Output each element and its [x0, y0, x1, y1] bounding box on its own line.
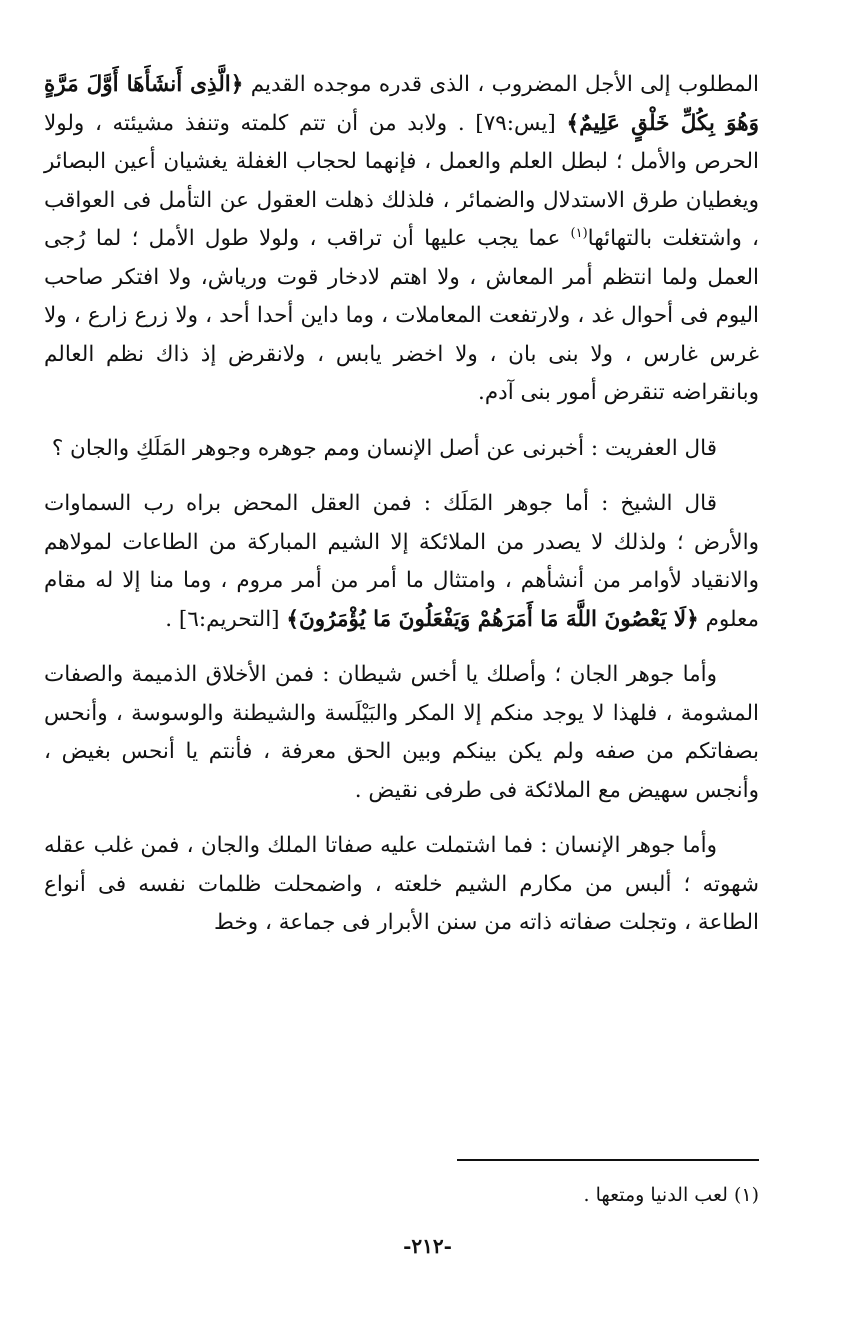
- text-segment: قال الشيخ : أما جوهر المَلَك : فمن العقل المحض براه رب السماوات والأرض ؛ ولذلك لا يصدر من الملائكة إلا الشيم المباركة من الطاعات لمولاهم والانقياد لأوامر من أنشأهم ، وامتثال ما أمر من أمر مروم ، وما منا إلا له مقام معلوم: [44, 491, 759, 632]
- text-segment: [يس:٧٩] . ولابد من أن تتم كلمته وتنفذ مشيئته ، ولولا الحرص والأمل ؛ لبطل العلم والعمل ، فإنهما لحجاب الغفلة يغشيان أعين البصائر ويغطيان طرق الاستدلال والضمائر ، فلذلك ذهلت العقول عن التأمل فى العواقب ، واشتغلت بالتهائها: [44, 110, 759, 251]
- text-segment: قال العفريت : أخبرنى عن أصل الإنسان ومم جوهره وجوهر المَلَكِ والجان ؟: [51, 435, 717, 461]
- paragraph: [44, 66, 759, 413]
- quran-quote: ﴿لَا يَعْصُونَ اللَّهَ مَا أَمَرَهُمْ وَيَفْعَلُونَ مَا يُؤْمَرُونَ﴾: [286, 606, 699, 632]
- paragraph: [44, 827, 759, 943]
- paragraph: [44, 656, 759, 810]
- footnote-separator: [457, 1159, 759, 1161]
- footnote: (١) لعب الدنيا ومتعها .: [583, 1184, 759, 1206]
- text-segment: وأما جوهر الإنسان : فما اشتملت عليه صفاتا الملك والجان ، فمن غلب عقله شهوته ؛ ألبس من مكارم الشيم خلعته ، واضمحلت ظلمات نفسه فى أنواع الطاعة ، وتجلت صفاته ذاته من سنن الأبرار فى جماعة ، وخط: [44, 833, 759, 935]
- footnote-ref: (١): [570, 225, 588, 241]
- text-segment: وأما جوهر الجان ؛ وأصلك يا أخس شيطان : فمن الأخلاق الذميمة والصفات المشومة ، فلهذا لا يوجد منكم إلا المكر والبَيْلَسة والشيطنة والوسوسة ، وأنحس بصفاتكم من صفه ولم يكن بينكم وبين الحق معرفة ، فأنتم يا أنحس بغيض ، وأنجس سهيض مع الملائكة فى طرفى نقيض .: [44, 662, 759, 803]
- body-text: [44, 66, 759, 943]
- quran-quote: ﴿الَّذِى أَنشَأَهَا أَوَّلَ مَرَّةٍ وَهُوَ بِكُلِّ خَلْقٍ عَلِيمٌ﴾: [44, 72, 759, 136]
- paragraph: [44, 430, 759, 469]
- text-segment: المطلوب إلى الأجل المضروب ، الذى قدره موجده القديم: [243, 72, 759, 97]
- page-number: -٢١٢-: [403, 1234, 452, 1258]
- paragraph: [44, 485, 759, 639]
- text-segment: عما يجب عليها أن تراقب ، ولولا طول الأمل ؛ لما رُجى العمل ولما انتظم أمر المعاش ، ولا اهتم لادخار قوت ورياش، ولا افتكر صاحب اليوم فى أحوال غد ، ولارتفعت المعاملات ، وما داين أحدا أحد ، ولا زرع زارع ، ولا غرس غارس ، ولا بنى بان ، ولا اخضر يابس ، ولانقرض إذ ذاك نظم العالم وبانقراضه تنقرض أمور بنى آدم.: [44, 226, 759, 405]
- text-segment: [التحريم:٦] .: [165, 606, 287, 632]
